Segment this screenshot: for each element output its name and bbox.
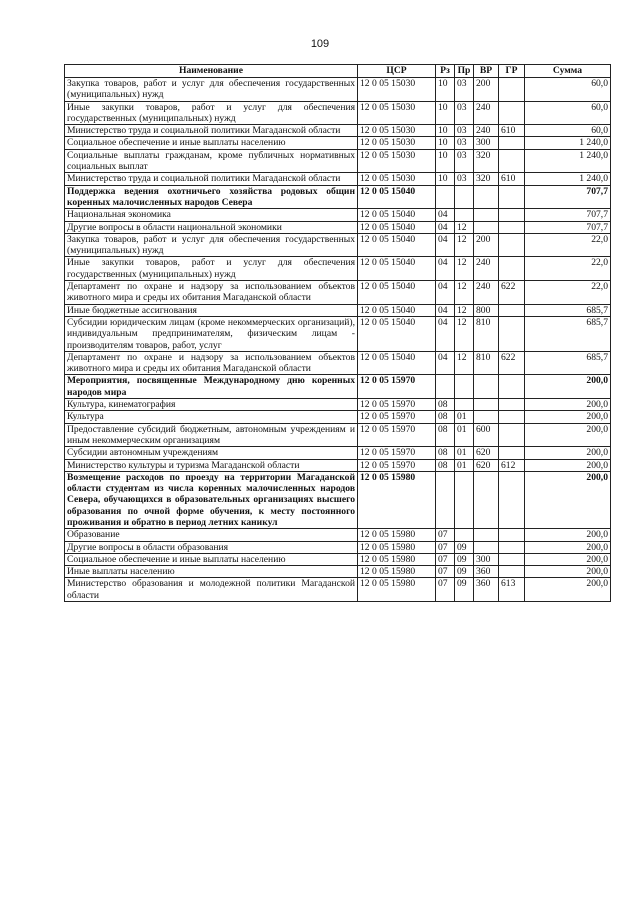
name-cell: Поддержка ведения охотничьего хозяйства родовых общин коренных малочисленных народов Севера <box>65 185 358 209</box>
rz-cell: 07 <box>436 529 455 541</box>
gr-cell: 610 <box>499 125 525 137</box>
sum-cell: 200,0 <box>525 553 611 565</box>
gr-cell: 612 <box>499 459 525 471</box>
pr-cell: 03 <box>455 149 474 173</box>
rz-cell <box>436 185 455 209</box>
name-cell: Национальная экономика <box>65 209 358 221</box>
pr-cell: 03 <box>455 173 474 185</box>
vr-cell <box>474 209 499 221</box>
sum-cell: 1 240,0 <box>525 173 611 185</box>
pr-cell: 12 <box>455 221 474 233</box>
csr-cell: 12 0 05 15030 <box>358 101 436 125</box>
pr-cell: 01 <box>455 423 474 447</box>
name-cell: Министерство труда и социальной политики Магаданской области <box>65 173 358 185</box>
pr-cell: 12 <box>455 257 474 281</box>
table-row <box>65 447 611 459</box>
pr-cell: 01 <box>455 447 474 459</box>
name-cell: Социальное обеспечение и иные выплаты населению <box>65 137 358 149</box>
gr-cell <box>499 221 525 233</box>
rz-cell: 04 <box>436 209 455 221</box>
csr-cell: 12 0 05 15970 <box>358 447 436 459</box>
gr-cell <box>499 375 525 399</box>
sum-cell: 200,0 <box>525 541 611 553</box>
budget-table <box>64 64 611 602</box>
vr-cell: 620 <box>474 447 499 459</box>
gr-cell <box>499 471 525 528</box>
pr-cell: 12 <box>455 281 474 305</box>
table-row <box>65 137 611 149</box>
name-cell: Закупка товаров, работ и услуг для обеспечения государственных (муниципальных) нужд <box>65 78 358 102</box>
gr-cell <box>499 316 525 351</box>
csr-cell: 12 0 05 15040 <box>358 185 436 209</box>
sum-cell: 60,0 <box>525 101 611 125</box>
pr-cell: 09 <box>455 541 474 553</box>
vr-cell <box>474 221 499 233</box>
vr-cell <box>474 529 499 541</box>
csr-cell: 12 0 05 15040 <box>358 233 436 257</box>
name-cell: Иные выплаты населению <box>65 566 358 578</box>
sum-cell: 22,0 <box>525 233 611 257</box>
rz-cell: 10 <box>436 149 455 173</box>
gr-cell <box>499 101 525 125</box>
rz-cell: 08 <box>436 423 455 447</box>
rz-cell: 10 <box>436 137 455 149</box>
rz-cell: 04 <box>436 233 455 257</box>
table-row <box>65 351 611 375</box>
table-row <box>65 185 611 209</box>
gr-cell: 610 <box>499 173 525 185</box>
gr-cell <box>499 529 525 541</box>
sum-cell: 60,0 <box>525 125 611 137</box>
name-cell: Департамент по охране и надзору за использованием объектов животного мира и среды их обитания Магаданской области <box>65 351 358 375</box>
pr-cell: 03 <box>455 125 474 137</box>
gr-cell <box>499 566 525 578</box>
table-row <box>65 149 611 173</box>
pr-cell <box>455 399 474 411</box>
table-row <box>65 529 611 541</box>
gr-cell <box>499 233 525 257</box>
name-cell: Другие вопросы в области национальной экономики <box>65 221 358 233</box>
rz-cell: 10 <box>436 78 455 102</box>
rz-cell: 07 <box>436 553 455 565</box>
csr-cell: 12 0 05 15030 <box>358 149 436 173</box>
csr-cell: 12 0 05 15970 <box>358 375 436 399</box>
pr-cell: 12 <box>455 304 474 316</box>
name-cell: Закупка товаров, работ и услуг для обеспечения государственных (муниципальных) нужд <box>65 233 358 257</box>
sum-cell: 22,0 <box>525 281 611 305</box>
table-row <box>65 471 611 528</box>
pr-cell: 09 <box>455 578 474 602</box>
rz-cell: 07 <box>436 578 455 602</box>
header-pr: Пр <box>455 65 474 78</box>
sum-cell: 200,0 <box>525 447 611 459</box>
vr-cell: 300 <box>474 137 499 149</box>
page-number: 109 <box>310 38 330 50</box>
table-row <box>65 578 611 602</box>
rz-cell: 08 <box>436 411 455 423</box>
vr-cell: 810 <box>474 316 499 351</box>
pr-cell <box>455 185 474 209</box>
csr-cell: 12 0 05 15980 <box>358 541 436 553</box>
vr-cell: 620 <box>474 459 499 471</box>
csr-cell: 12 0 05 15040 <box>358 281 436 305</box>
table-body <box>65 78 611 602</box>
name-cell: Департамент по охране и надзору за использованием объектов животного мира и среды их обитания Магаданской области <box>65 281 358 305</box>
vr-cell: 240 <box>474 281 499 305</box>
table-row <box>65 281 611 305</box>
name-cell: Другие вопросы в области образования <box>65 541 358 553</box>
table-row <box>65 257 611 281</box>
header-sum: Сумма <box>525 65 611 78</box>
csr-cell: 12 0 05 15980 <box>358 471 436 528</box>
sum-cell: 200,0 <box>525 459 611 471</box>
sum-cell: 22,0 <box>525 257 611 281</box>
vr-cell <box>474 541 499 553</box>
table-row <box>65 399 611 411</box>
table-row <box>65 553 611 565</box>
csr-cell: 12 0 05 15030 <box>358 137 436 149</box>
vr-cell: 200 <box>474 78 499 102</box>
rz-cell: 04 <box>436 351 455 375</box>
table-row <box>65 304 611 316</box>
pr-cell: 09 <box>455 553 474 565</box>
rz-cell <box>436 375 455 399</box>
header-gr: ГР <box>499 65 525 78</box>
table-header <box>65 65 611 78</box>
csr-cell: 12 0 05 15980 <box>358 529 436 541</box>
name-cell: Министерство культуры и туризма Магаданской области <box>65 459 358 471</box>
gr-cell <box>499 399 525 411</box>
vr-cell: 320 <box>474 149 499 173</box>
csr-cell: 12 0 05 15040 <box>358 257 436 281</box>
gr-cell <box>499 185 525 209</box>
name-cell: Социальные выплаты гражданам, кроме публичных нормативных социальных выплат <box>65 149 358 173</box>
rz-cell: 04 <box>436 316 455 351</box>
gr-cell <box>499 257 525 281</box>
table-row <box>65 459 611 471</box>
vr-cell: 240 <box>474 125 499 137</box>
header-vr: ВР <box>474 65 499 78</box>
vr-cell <box>474 185 499 209</box>
gr-cell <box>499 149 525 173</box>
name-cell: Социальное обеспечение и иные выплаты населению <box>65 553 358 565</box>
csr-cell: 12 0 05 15970 <box>358 423 436 447</box>
pr-cell: 01 <box>455 411 474 423</box>
table-row <box>65 209 611 221</box>
vr-cell: 360 <box>474 578 499 602</box>
table-row <box>65 316 611 351</box>
csr-cell: 12 0 05 15040 <box>358 351 436 375</box>
gr-cell <box>499 137 525 149</box>
sum-cell: 60,0 <box>525 78 611 102</box>
sum-cell: 200,0 <box>525 529 611 541</box>
sum-cell: 200,0 <box>525 578 611 602</box>
pr-cell <box>455 375 474 399</box>
vr-cell: 320 <box>474 173 499 185</box>
gr-cell <box>499 553 525 565</box>
sum-cell: 1 240,0 <box>525 149 611 173</box>
gr-cell: 613 <box>499 578 525 602</box>
header-name: Наименование <box>65 65 358 78</box>
csr-cell: 12 0 05 15040 <box>358 304 436 316</box>
csr-cell: 12 0 05 15040 <box>358 316 436 351</box>
rz-cell: 07 <box>436 566 455 578</box>
table-row <box>65 173 611 185</box>
sum-cell: 200,0 <box>525 471 611 528</box>
name-cell: Иные бюджетные ассигнования <box>65 304 358 316</box>
pr-cell: 03 <box>455 101 474 125</box>
vr-cell: 800 <box>474 304 499 316</box>
vr-cell <box>474 375 499 399</box>
sum-cell: 685,7 <box>525 316 611 351</box>
name-cell: Иные закупки товаров, работ и услуг для обеспечения государственных (муниципальных) нужд <box>65 257 358 281</box>
pr-cell <box>455 471 474 528</box>
gr-cell <box>499 541 525 553</box>
table-row <box>65 78 611 102</box>
csr-cell: 12 0 05 15970 <box>358 411 436 423</box>
csr-cell: 12 0 05 15030 <box>358 173 436 185</box>
name-cell: Иные закупки товаров, работ и услуг для обеспечения государственных (муниципальных) нужд <box>65 101 358 125</box>
name-cell: Субсидии юридическим лицам (кроме некоммерческих организаций), индивидуальным предпринимателям, физическим лицам - производителям товаров, работ, услуг <box>65 316 358 351</box>
pr-cell <box>455 209 474 221</box>
vr-cell: 810 <box>474 351 499 375</box>
rz-cell: 07 <box>436 541 455 553</box>
name-cell: Предоставление субсидий бюджетным, автономным учреждениям и иным некоммерческим организациям <box>65 423 358 447</box>
csr-cell: 12 0 05 15980 <box>358 566 436 578</box>
sum-cell: 1 240,0 <box>525 137 611 149</box>
name-cell: Культура <box>65 411 358 423</box>
header-csr: ЦСР <box>358 65 436 78</box>
csr-cell: 12 0 05 15980 <box>358 578 436 602</box>
vr-cell: 360 <box>474 566 499 578</box>
sum-cell: 707,7 <box>525 209 611 221</box>
name-cell: Культура, кинематография <box>65 399 358 411</box>
csr-cell: 12 0 05 15040 <box>358 209 436 221</box>
sum-cell: 200,0 <box>525 411 611 423</box>
pr-cell: 12 <box>455 233 474 257</box>
sum-cell: 707,7 <box>525 221 611 233</box>
pr-cell: 03 <box>455 78 474 102</box>
csr-cell: 12 0 05 15970 <box>358 399 436 411</box>
table-row <box>65 411 611 423</box>
gr-cell <box>499 209 525 221</box>
pr-cell: 09 <box>455 566 474 578</box>
rz-cell: 04 <box>436 281 455 305</box>
sum-cell: 200,0 <box>525 423 611 447</box>
vr-cell <box>474 411 499 423</box>
csr-cell: 12 0 05 15980 <box>358 553 436 565</box>
pr-cell: 12 <box>455 351 474 375</box>
vr-cell: 240 <box>474 257 499 281</box>
sum-cell: 200,0 <box>525 566 611 578</box>
rz-cell <box>436 471 455 528</box>
sum-cell: 200,0 <box>525 375 611 399</box>
name-cell: Субсидии автономным учреждениям <box>65 447 358 459</box>
gr-cell <box>499 447 525 459</box>
sum-cell: 200,0 <box>525 399 611 411</box>
name-cell: Министерство труда и социальной политики Магаданской области <box>65 125 358 137</box>
rz-cell: 10 <box>436 173 455 185</box>
vr-cell: 600 <box>474 423 499 447</box>
pr-cell: 01 <box>455 459 474 471</box>
gr-cell <box>499 78 525 102</box>
pr-cell <box>455 529 474 541</box>
rz-cell: 10 <box>436 125 455 137</box>
table-row <box>65 125 611 137</box>
rz-cell: 08 <box>436 459 455 471</box>
rz-cell: 10 <box>436 101 455 125</box>
csr-cell: 12 0 05 15040 <box>358 221 436 233</box>
vr-cell <box>474 471 499 528</box>
pr-cell: 03 <box>455 137 474 149</box>
sum-cell: 685,7 <box>525 304 611 316</box>
gr-cell: 622 <box>499 281 525 305</box>
name-cell: Возмещение расходов по проезду на территории Магаданской области студентам из числа коренных малочисленных народов Севера, обучающихся в образовательных организациях высшего образования по очной форме обучения, к месту постоянного проживания и обратно в период летних каникул <box>65 471 358 528</box>
rz-cell: 04 <box>436 221 455 233</box>
name-cell: Мероприятия, посвященные Международному дню коренных народов мира <box>65 375 358 399</box>
table-row <box>65 221 611 233</box>
table-row <box>65 233 611 257</box>
table-row <box>65 566 611 578</box>
gr-cell <box>499 423 525 447</box>
csr-cell: 12 0 05 15970 <box>358 459 436 471</box>
rz-cell: 04 <box>436 304 455 316</box>
rz-cell: 08 <box>436 447 455 459</box>
csr-cell: 12 0 05 15030 <box>358 125 436 137</box>
vr-cell: 200 <box>474 233 499 257</box>
gr-cell <box>499 304 525 316</box>
header-rz: Рз <box>436 65 455 78</box>
table-row <box>65 423 611 447</box>
rz-cell: 08 <box>436 399 455 411</box>
name-cell: Министерство образования и молодежной политики Магаданской области <box>65 578 358 602</box>
vr-cell: 300 <box>474 553 499 565</box>
gr-cell <box>499 411 525 423</box>
vr-cell <box>474 399 499 411</box>
rz-cell: 04 <box>436 257 455 281</box>
table-row <box>65 101 611 125</box>
sum-cell: 707,7 <box>525 185 611 209</box>
table-row <box>65 541 611 553</box>
pr-cell: 12 <box>455 316 474 351</box>
csr-cell: 12 0 05 15030 <box>358 78 436 102</box>
vr-cell: 240 <box>474 101 499 125</box>
sum-cell: 685,7 <box>525 351 611 375</box>
name-cell: Образование <box>65 529 358 541</box>
gr-cell: 622 <box>499 351 525 375</box>
table-row <box>65 375 611 399</box>
